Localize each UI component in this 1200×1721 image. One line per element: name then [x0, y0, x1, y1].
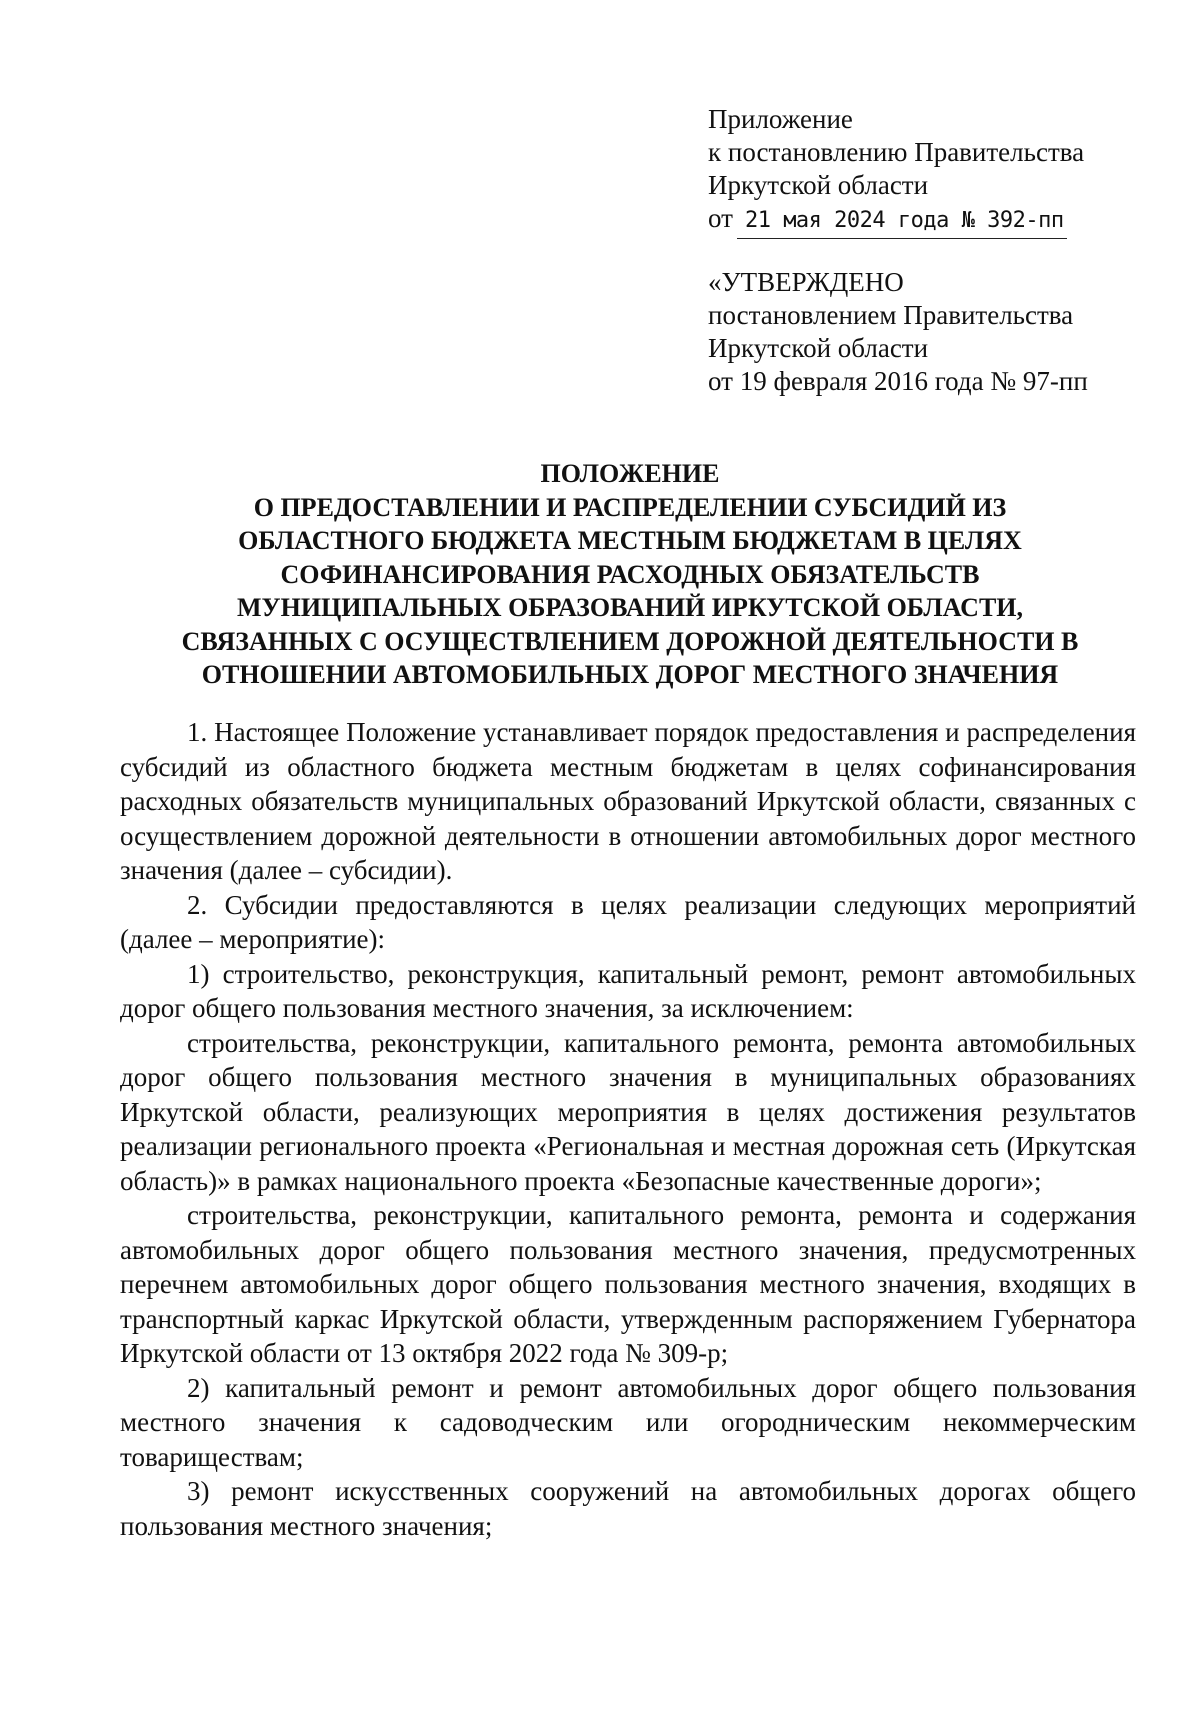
approved-line-1: «УТВЕРЖДЕНО: [708, 267, 904, 297]
paragraph-2: 2. Субсидии предоставляются в целях реализации следующих мероприятий (далее – мероприятие):: [120, 889, 1136, 954]
appendix-block: [708, 103, 1084, 239]
paragraph-3: 1) строительство, реконструкция, капитальный ремонт, ремонт автомобильных дорог общего пользования местного значения, за исключением:: [120, 958, 1136, 1023]
appendix-line-1: Приложение: [708, 104, 853, 134]
approved-line-2: постановлением Правительства: [708, 300, 1074, 330]
title-line-5: МУНИЦИПАЛЬНЫХ ОБРАЗОВАНИЙ ИРКУТСКОЙ ОБЛАСТИ,: [236, 593, 1024, 622]
approved-line-3: Иркутской области: [708, 333, 929, 363]
approved-line-4: от 19 февраля 2016 года № 97-пп: [708, 366, 1088, 396]
paragraph-7: 3) ремонт искусственных сооружений на автомобильных дорогах общего пользования местного значения;: [120, 1476, 1136, 1541]
title-line-4: СОФИНАНСИРОВАНИЯ РАСХОДНЫХ ОБЯЗАТЕЛЬСТВ: [280, 559, 980, 589]
appendix-line-2: к постановлению Правительства: [708, 137, 1085, 167]
appendix-date-line: [708, 202, 1084, 239]
paragraph-1: 1. Настоящее Положение устанавливает порядок предоставления и распределения субсидий из областного бюджета местным бюджетам в целях софинансирования расходных обязательств муниципальных образований Иркутской области, связанных с осуществлением дорожной деятельности в отношении автомобильных дорог местного значения (далее – субсидии).: [120, 717, 1136, 885]
appendix-line-3: Иркутской области: [708, 170, 929, 200]
paragraph-5: строительства, реконструкции, капитального ремонта, ремонта и содержания автомобильных дорог общего пользования местного значения, предусмотренных перечнем автомобильных дорог общего пользования местного значения, входящих в транспортный каркас Иркутской области, утвержденным распоряжением Губернатора Иркутской области от 13 октября 2022 года № 309-р;: [120, 1200, 1136, 1368]
title-line-3: ОБЛАСТНОГО БЮДЖЕТА МЕСТНЫМ БЮДЖЕТАМ В ЦЕЛЯХ: [238, 526, 1022, 555]
title-line-2: О ПРЕДОСТАВЛЕНИИ И РАСПРЕДЕЛЕНИИ СУБСИДИЙ ИЗ: [253, 492, 1007, 522]
appendix-date-value: 21 мая 2024 года № 392-пп: [737, 204, 1067, 239]
document-body: [120, 715, 1136, 1543]
paragraph-4: строительства, реконструкции, капитального ремонта, ремонта автомобильных дорог общего пользования местного значения в муниципальных образованиях Иркутской области, реализующих мероприятия в целях достижения результатов реализации регионального проекта «Региональная и местная дорожная сеть (Иркутская область)» в рамках национального проекта «Безопасные качественные дороги»;: [120, 1027, 1136, 1196]
title-line-7: ОТНОШЕНИИ АВТОМОБИЛЬНЫХ ДОРОГ МЕСТНОГО ЗНАЧЕНИЯ: [201, 660, 1059, 689]
paragraph-6: 2) капитальный ремонт и ремонт автомобильных дорог общего пользования местного значения к садоводческим или огородническим некоммерческим товариществам;: [120, 1372, 1136, 1472]
title-line-6: СВЯЗАННЫХ С ОСУЩЕСТВЛЕНИЕМ ДОРОЖНОЙ ДЕЯТЕЛЬНОСТИ В: [181, 626, 1079, 656]
approved-block: [708, 266, 1088, 398]
document-title: [100, 457, 1160, 692]
appendix-date-prefix: от: [708, 203, 733, 233]
title-line-1: ПОЛОЖЕНИЕ: [540, 459, 720, 488]
